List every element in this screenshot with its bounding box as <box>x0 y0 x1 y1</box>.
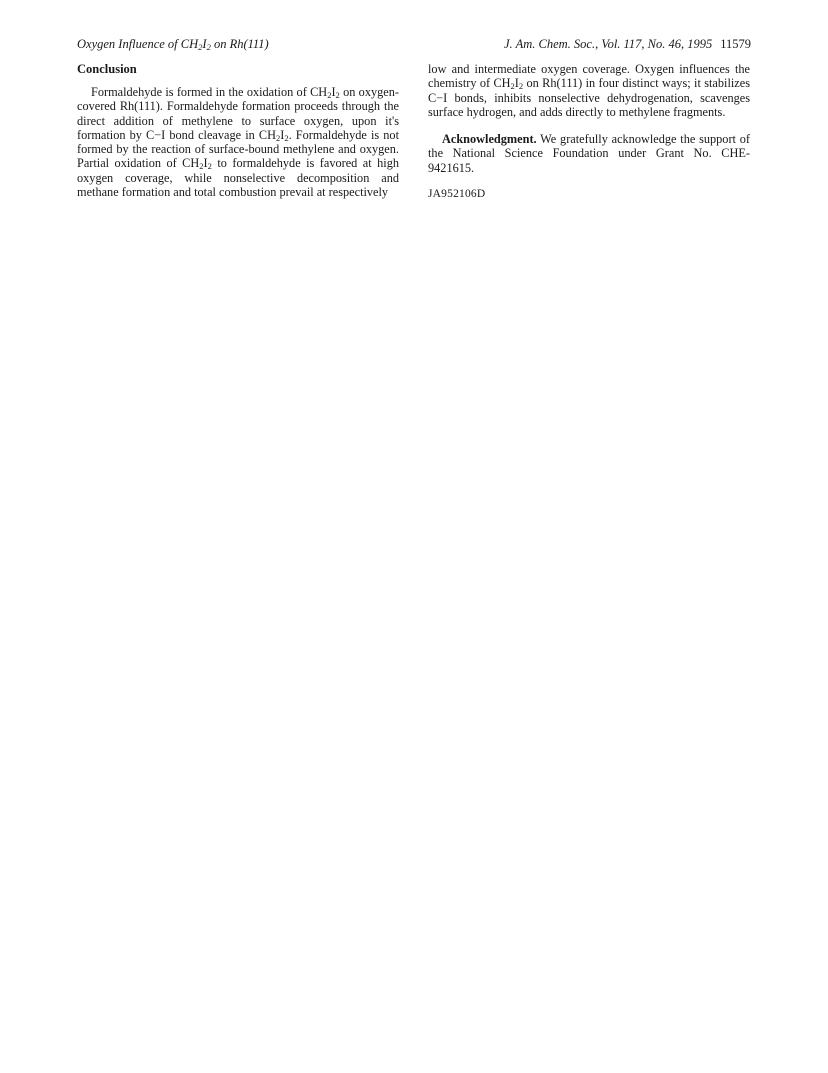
page-number: 11579 <box>720 37 751 51</box>
acknowledgment-label: Acknowledgment. <box>442 132 537 147</box>
left-column <box>77 62 399 199</box>
journal-citation: J. Am. Chem. Soc., Vol. 117, No. 46, 1995 11579 <box>504 37 751 51</box>
acknowledgment-paragraph <box>428 132 750 175</box>
manuscript-code: JA952106D <box>428 188 486 201</box>
running-header <box>77 35 751 53</box>
conclusion-paragraph-continued: low and intermediate oxygen coverage. Oxygen influences the chemistry of $CH_2I_2$ on Rh(111) in four distinct ways; it stabilizes C−I bonds, inhibits nonselective dehydrogenation, scavenges surface hydrogen, and adds directly to methylene fragments. <box>428 62 750 119</box>
acknowledgment-text: We gratefully acknowledge the support of the National Science Foundation under Grant No. CHE-9421615. <box>428 132 750 175</box>
conclusion-paragraph: Formaldehyde is formed in the oxidation of $CH_2I_2$ on oxygen-covered Rh(111). Formaldehyde formation proceeds through the direct addition of methylene to surface oxygen, upon it's formation by C−I bond cleavage in $CH_2I_2$. Formaldehyde is not formed by the reaction of surface-bound methylene and oxygen. Partial oxidation of $CH_2I_2$ to formaldehyde is favored at high oxygen coverage, while nonselective decomposition and methane formation and total combustion prevail at respectively <box>77 85 399 200</box>
section-heading-conclusion: Conclusion <box>77 62 137 76</box>
right-column <box>428 62 750 201</box>
running-title: Oxygen Influence of $CH_2I_2$ on Rh(111) <box>77 37 269 52</box>
